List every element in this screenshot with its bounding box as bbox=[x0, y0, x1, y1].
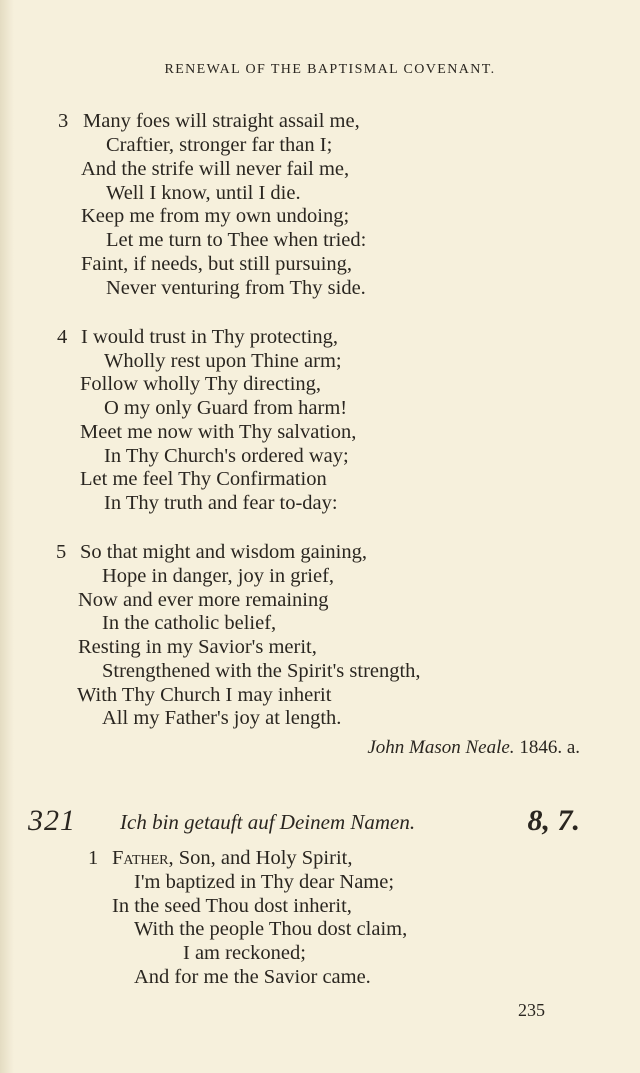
verse-line: Now and ever more remaining bbox=[78, 589, 329, 611]
verse-line: Strengthened with the Spirit's strength, bbox=[102, 660, 421, 682]
verse-line: Faint, if needs, but still pursuing, bbox=[81, 253, 353, 275]
verse-line: So that might and wisdom gaining, bbox=[80, 541, 367, 563]
verse-line: In the catholic belief, bbox=[102, 612, 277, 634]
page-number: 235 bbox=[518, 1000, 545, 1020]
verse-line: Keep me from my own undoing; bbox=[81, 205, 350, 227]
author-name: John Mason Neale. bbox=[367, 737, 515, 758]
verse-line: In Thy truth and fear to-day: bbox=[104, 492, 338, 514]
hymn-header bbox=[28, 804, 588, 844]
verse-line: Never venturing from Thy side. bbox=[106, 277, 366, 299]
verse-line: Wholly rest upon Thine arm; bbox=[104, 350, 342, 372]
verse-line: With Thy Church I may inherit bbox=[77, 684, 332, 706]
verse-line: I am reckoned; bbox=[183, 942, 306, 964]
first-line-rest: , Son, and Holy Spirit, bbox=[168, 847, 353, 869]
hymn-meter: 8, 7. bbox=[527, 804, 580, 837]
hymn-title: Ich bin getauft auf Deinem Namen. bbox=[120, 810, 416, 834]
verse-line: All my Father's joy at length. bbox=[102, 707, 342, 729]
verse-line: Let me turn to Thee when tried: bbox=[106, 229, 367, 251]
stanza-number: 3 bbox=[58, 110, 69, 132]
stanza-number: 5 bbox=[56, 541, 67, 563]
verse-line: I would trust in Thy protecting, bbox=[81, 326, 338, 348]
attribution bbox=[367, 737, 580, 759]
verse-line: And for me the Savior came. bbox=[134, 966, 371, 988]
verse-line: O my only Guard from harm! bbox=[104, 397, 348, 419]
verse-line: Well I know, until I die. bbox=[106, 182, 301, 204]
verse-line: Resting in my Savior's merit, bbox=[78, 636, 317, 658]
stanza-number: 4 bbox=[57, 326, 68, 348]
verse-line: With the people Thou dost claim, bbox=[134, 918, 408, 940]
verse-line: Follow wholly Thy directing, bbox=[80, 373, 322, 395]
verse-line: Meet me now with Thy salvation, bbox=[80, 421, 357, 443]
verse-line: I'm baptized in Thy dear Name; bbox=[134, 871, 395, 893]
verse-line: In the seed Thou dost inherit, bbox=[112, 895, 352, 917]
stanza-number: 1 bbox=[88, 847, 99, 869]
verse-line: Hope in danger, joy in grief, bbox=[102, 565, 335, 587]
verse-line: In Thy Church's ordered way; bbox=[104, 445, 349, 467]
verse-line: Many foes will straight assail me, bbox=[83, 110, 360, 132]
verse-line bbox=[112, 846, 352, 870]
verse-line: Let me feel Thy Confirmation bbox=[80, 468, 327, 490]
verse-line: And the strife will never fail me, bbox=[81, 158, 350, 180]
running-head: RENEWAL OF THE BAPTISMAL COVENANT. bbox=[164, 62, 496, 77]
hymn-number: 321 bbox=[28, 804, 76, 837]
first-word: Father bbox=[112, 847, 169, 869]
verse-line: Craftier, stronger far than I; bbox=[106, 134, 333, 156]
page-edge-shadow bbox=[0, 0, 14, 1073]
author-date: 1846. a. bbox=[519, 737, 580, 758]
